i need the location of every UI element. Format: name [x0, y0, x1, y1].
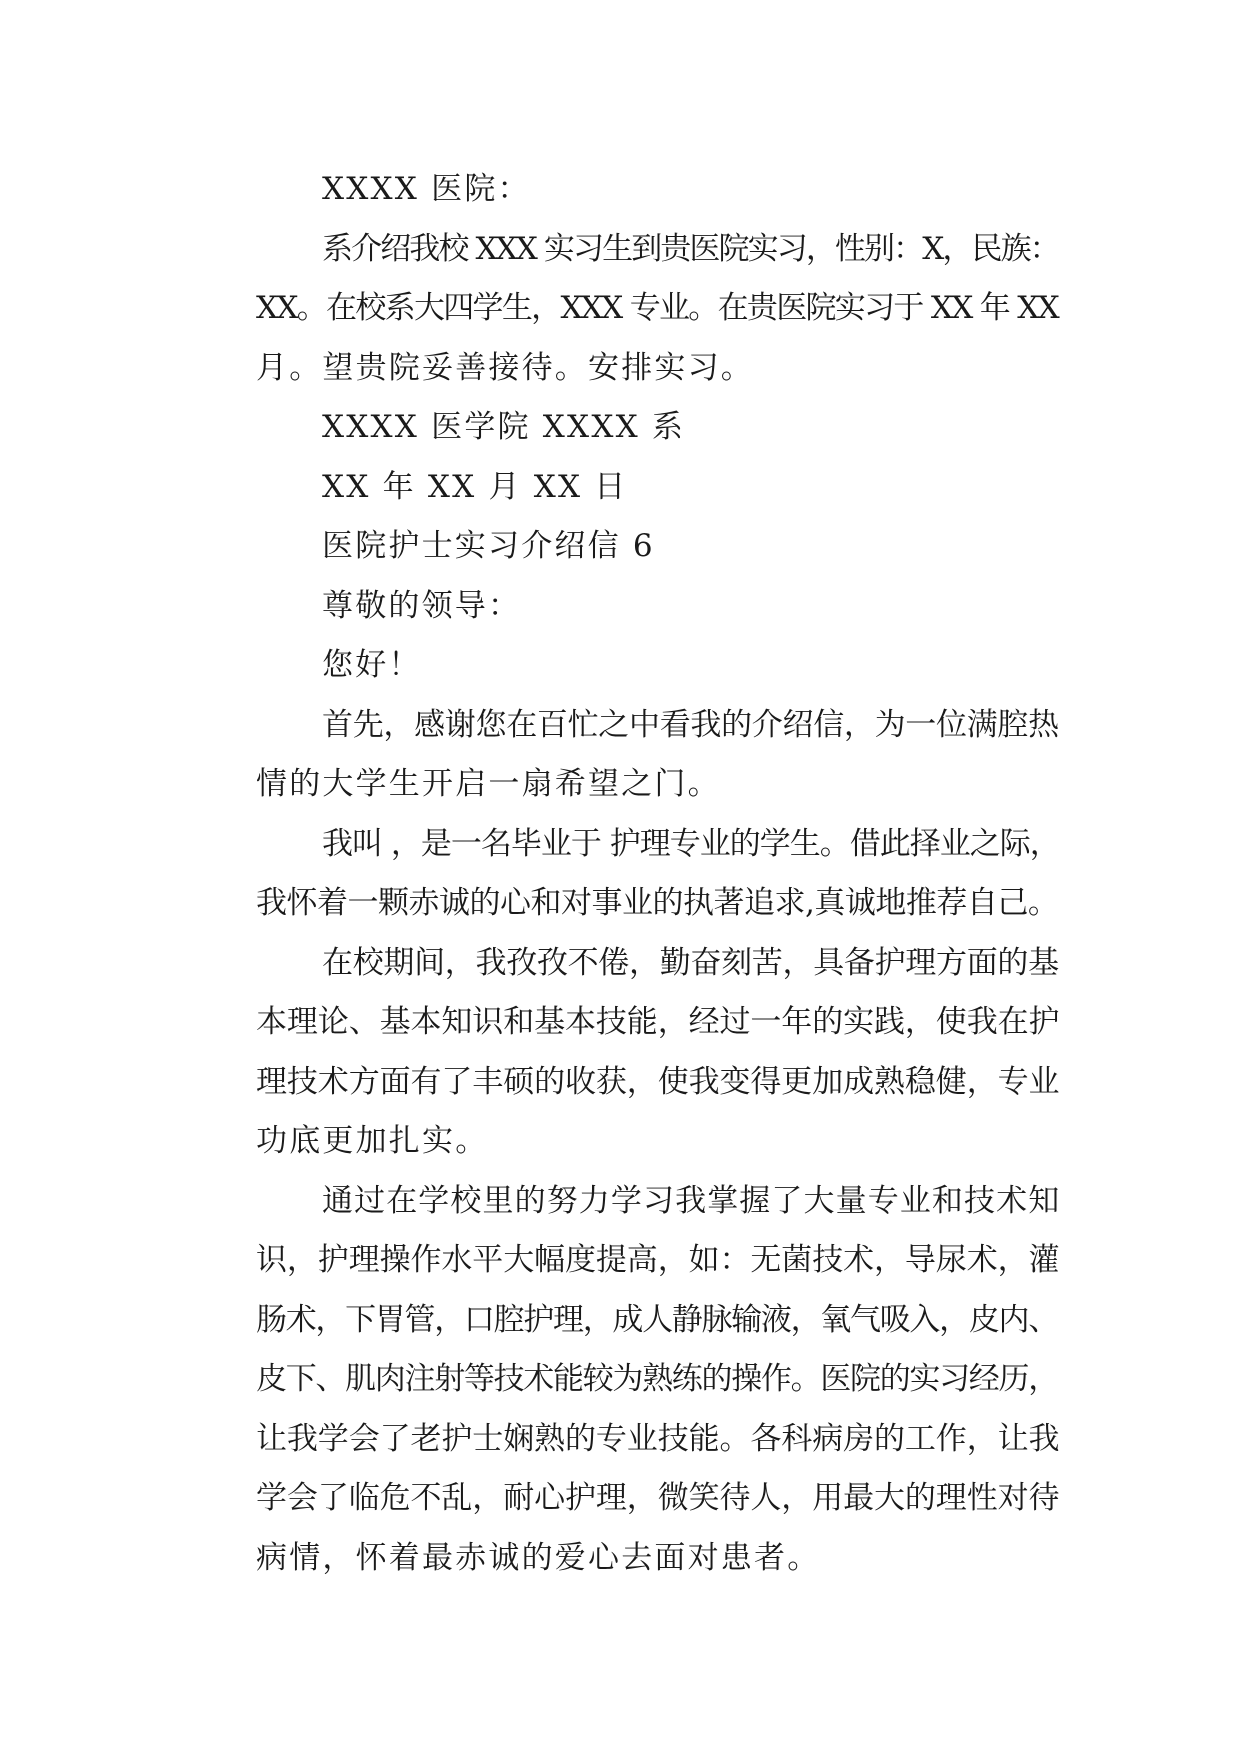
text-line: 通过在学校里的努力学习我掌握了大量专业和技术知: [322, 1182, 1061, 1219]
text-line: 病情，怀着最赤诚的爱心去面对患者。: [256, 1539, 821, 1576]
text-line: 月。望贵院妥善接待。安排实习。: [256, 349, 754, 386]
text-line: 理技术方面有了丰硕的收获，使我变得更加成熟稳健，专业: [256, 1063, 1060, 1100]
text-line: 情的大学生开启一扇希望之门。: [256, 766, 721, 802]
text-line: XXXX 医学院 XXXX 系: [322, 409, 686, 445]
thanks-paragraph: [190, 696, 1060, 815]
text-line: 您好！: [322, 647, 422, 683]
text-line: 医院护士实习介绍信 6: [322, 528, 655, 564]
greeting: [190, 636, 1060, 696]
text-line: 学会了临危不乱，耐心护理，微笑待人，用最大的理性对待: [256, 1480, 1060, 1516]
text-line: XX。在校系大四学生，XXX 专业。在贵医院实习于 XX 年 XX: [256, 290, 1058, 326]
text-line: 我怀着一颗赤诚的心和对事业的执著追求,真诚地推荐自己。: [256, 885, 1059, 921]
sender-department: [190, 398, 1060, 458]
text-line: 本理论、基本知识和基本技能，经过一年的实践，使我在护: [256, 1004, 1060, 1040]
salutation-leader: [190, 577, 1060, 637]
text-line: 我叫 ，是一名毕业于 护理专业的学生。借此择业之际，: [322, 825, 1060, 862]
text-line: 让我学会了老护士娴熟的专业技能。各科病房的工作，让我: [256, 1420, 1060, 1457]
intro-paragraph: [190, 220, 1060, 399]
text-line: XX 年 XX 月 XX 日: [322, 468, 628, 505]
text-line: 首先，感谢您在百忙之中看我的介绍信，为一位满腔热: [322, 706, 1059, 743]
text-line: 系介绍我校 XXX 实习生到贵医院实习，性别：X，民族：: [322, 230, 1059, 267]
text-line: 尊敬的领导：: [322, 587, 522, 624]
salutation-hospital: [190, 160, 1060, 220]
text-line: 皮下、肌肉注射等技术能较为熟练的操作。医院的实习经历，: [256, 1361, 1058, 1397]
text-line: 功底更加扎实。: [256, 1123, 489, 1159]
text-line: 在校期间，我孜孜不倦，勤奋刻苦，具备护理方面的基: [322, 944, 1059, 981]
skills-paragraph: [190, 1172, 1060, 1589]
text-line: XXXX 医院：: [322, 171, 531, 207]
letter-date: [190, 458, 1060, 518]
school-period-paragraph: [190, 934, 1060, 1172]
text-line: 识，护理操作水平大幅度提高，如：无菌技术，导尿术，灌: [256, 1242, 1060, 1278]
self-intro-paragraph: [190, 815, 1060, 934]
letter-body: [190, 160, 1060, 1588]
section-title: [190, 517, 1060, 577]
text-line: 肠术，下胃管，口腔护理，成人静脉输液，氧气吸入，皮内、: [256, 1301, 1058, 1338]
